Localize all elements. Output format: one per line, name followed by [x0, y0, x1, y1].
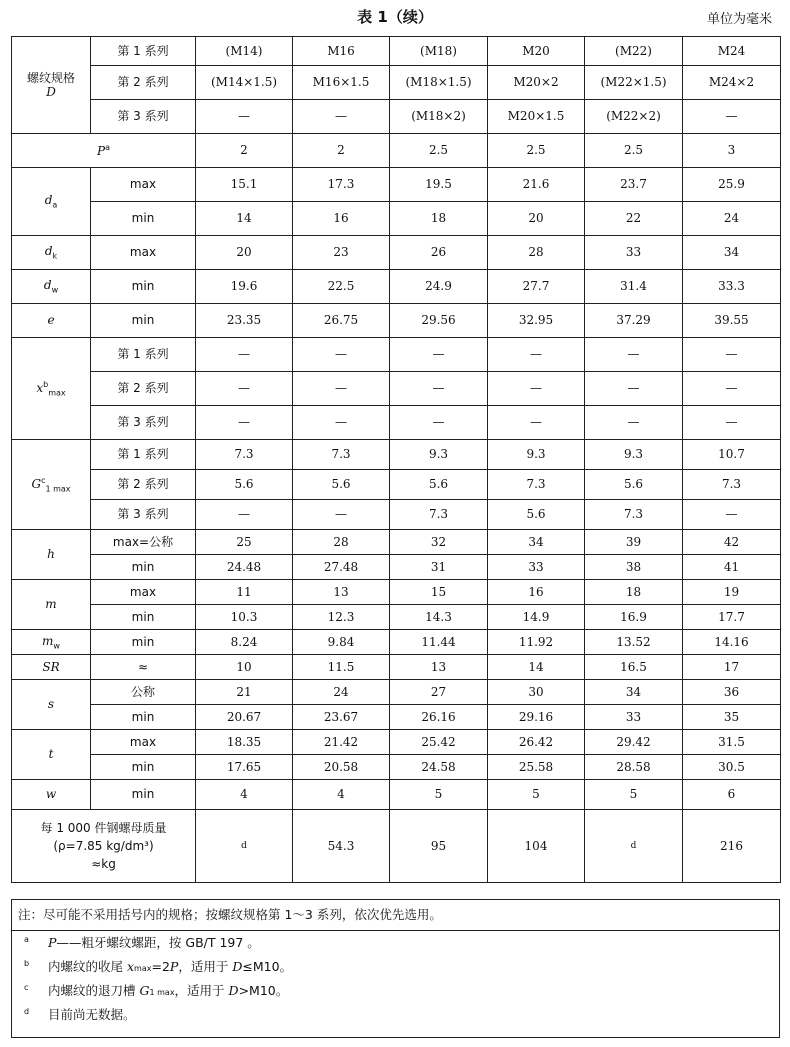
- value-cell: 11.5: [293, 655, 390, 680]
- value-cell: 12.3: [293, 605, 390, 630]
- value-cell: 4: [293, 780, 390, 810]
- footnote-a: [12, 931, 779, 955]
- row-label: min: [91, 270, 196, 304]
- value-cell: 3: [683, 134, 781, 168]
- footnote-text: ，适用于: [174, 983, 229, 998]
- row-label: 第 2 系列: [91, 470, 196, 500]
- value-cell: —: [683, 338, 781, 372]
- value-cell: M24×2: [683, 66, 781, 100]
- value-cell: 41: [683, 555, 781, 580]
- value-cell: —: [293, 500, 390, 530]
- value-cell: 95: [390, 810, 488, 883]
- value-cell: 27: [390, 680, 488, 705]
- symbol-subscript: w: [51, 285, 59, 295]
- value-cell: 23.7: [585, 168, 683, 202]
- footnote-text: =2: [151, 959, 170, 974]
- value-cell: 39: [585, 530, 683, 555]
- symbol: m: [42, 633, 54, 648]
- value-cell: 17: [683, 655, 781, 680]
- param-xmax: [12, 338, 91, 440]
- value-cell: —: [488, 406, 585, 440]
- value-cell: M16×1.5: [293, 66, 390, 100]
- row-label: 第 3 系列: [91, 500, 196, 530]
- row-label: 第 3 系列: [91, 406, 196, 440]
- footnote-mark: b: [24, 959, 30, 968]
- value-cell: 17.7: [683, 605, 781, 630]
- row-label: min: [91, 555, 196, 580]
- value-cell: 18: [390, 202, 488, 236]
- value-cell: 39.55: [683, 304, 781, 338]
- value-cell: 20: [488, 202, 585, 236]
- value-cell: 28: [488, 236, 585, 270]
- mass-line: 每 1 000 件钢螺母质量: [40, 821, 167, 835]
- param-da: [12, 168, 91, 236]
- value-cell: —: [585, 372, 683, 406]
- value-cell: —: [683, 500, 781, 530]
- value-cell: —: [293, 338, 390, 372]
- value-cell: —: [585, 406, 683, 440]
- value-cell: 24: [683, 202, 781, 236]
- value-cell: 17.3: [293, 168, 390, 202]
- value-cell: 32.95: [488, 304, 585, 338]
- value-cell: —: [293, 406, 390, 440]
- value-cell: —: [683, 100, 781, 134]
- row-label: max: [91, 168, 196, 202]
- footnote-d: [12, 1003, 779, 1027]
- value-cell: 19.6: [196, 270, 293, 304]
- symbol-subscript: a: [52, 200, 58, 210]
- value-cell: 14.3: [390, 605, 488, 630]
- spec-symbol: D: [46, 85, 56, 99]
- value-cell: —: [488, 372, 585, 406]
- footnote-text: 内螺纹的收尾: [48, 959, 127, 974]
- symbol: h: [47, 547, 55, 562]
- value-cell: 54.3: [293, 810, 390, 883]
- note-mark: c: [41, 475, 46, 485]
- footnote-text: P: [169, 959, 179, 974]
- row-label: 第 1 系列: [91, 37, 196, 66]
- value-cell: 28: [293, 530, 390, 555]
- value-cell: 5: [585, 780, 683, 810]
- note-mark: a: [105, 142, 110, 152]
- value-cell: 14: [488, 655, 585, 680]
- value-cell: 38: [585, 555, 683, 580]
- value-cell: 35: [683, 705, 781, 730]
- note-mark: b: [43, 379, 49, 389]
- symbol: P: [97, 143, 106, 158]
- symbol: d: [44, 244, 53, 258]
- value-cell: 31: [390, 555, 488, 580]
- value-cell: 14.16: [683, 630, 781, 655]
- param-g1max: [12, 440, 91, 530]
- footnote-text: ，适用于: [178, 959, 233, 974]
- footnote-text: ≤M10。: [242, 959, 293, 974]
- value-cell: 30: [488, 680, 585, 705]
- mass-line: (ρ=7.85 kg/dm³): [53, 839, 154, 853]
- value-cell: 13: [293, 580, 390, 605]
- value-cell: 26.16: [390, 705, 488, 730]
- value-cell: —: [390, 372, 488, 406]
- value-cell: 16: [488, 580, 585, 605]
- value-cell: —: [488, 338, 585, 372]
- value-cell: 25: [196, 530, 293, 555]
- value-cell: 5.6: [585, 470, 683, 500]
- value-cell: (M18×1.5): [390, 66, 488, 100]
- value-cell: 104: [488, 810, 585, 883]
- row-label: min: [91, 755, 196, 780]
- value-cell: —: [390, 338, 488, 372]
- value-cell: 21: [196, 680, 293, 705]
- value-cell: 21.42: [293, 730, 390, 755]
- value-cell: 24: [293, 680, 390, 705]
- param-m: [12, 580, 91, 630]
- value-cell: 15.1: [196, 168, 293, 202]
- row-label: min: [91, 304, 196, 338]
- value-cell: 15: [390, 580, 488, 605]
- value-cell: 9.3: [488, 440, 585, 470]
- value-cell: 22.5: [293, 270, 390, 304]
- param-w: [12, 780, 91, 810]
- value-cell: 5.6: [196, 470, 293, 500]
- value-cell: —: [390, 406, 488, 440]
- symbol: d: [44, 193, 53, 207]
- value-cell: (M18): [390, 37, 488, 66]
- value-cell: —: [196, 372, 293, 406]
- value-cell: 5.6: [488, 500, 585, 530]
- value-cell: (M14×1.5): [196, 66, 293, 100]
- value-cell: 23: [293, 236, 390, 270]
- footnote-text: ——粗牙螺纹螺距，按 GB/T 197 。: [56, 935, 260, 950]
- value-cell: 10.7: [683, 440, 781, 470]
- value-cell: 5: [488, 780, 585, 810]
- footnote-text: 1 max: [149, 988, 175, 997]
- value-cell: 7.3: [390, 500, 488, 530]
- param-dw: [12, 270, 91, 304]
- param-sr: [12, 655, 91, 680]
- value-cell: 2: [293, 134, 390, 168]
- value-cell: 33: [585, 236, 683, 270]
- value-cell: 19: [683, 580, 781, 605]
- symbol-subscript: w: [53, 640, 60, 650]
- value-cell: 31.4: [585, 270, 683, 304]
- row-label: 第 1 系列: [91, 440, 196, 470]
- row-label: min: [91, 780, 196, 810]
- note-main: 注：尽可能不采用括号内的规格；按螺纹规格第 1～3 系列，依次优先选用。: [12, 900, 779, 931]
- value-cell: 29.16: [488, 705, 585, 730]
- value-cell: 2: [196, 134, 293, 168]
- row-label: min: [91, 705, 196, 730]
- row-label: max: [91, 236, 196, 270]
- row-label: 第 3 系列: [91, 100, 196, 134]
- value-cell: 7.3: [683, 470, 781, 500]
- row-label: 第 1 系列: [91, 338, 196, 372]
- footnote-text: 内螺纹的退刀槽: [48, 983, 140, 998]
- value-cell: 24.9: [390, 270, 488, 304]
- value-cell: (M22×1.5): [585, 66, 683, 100]
- value-cell: 25.42: [390, 730, 488, 755]
- param-pitch: [12, 134, 196, 168]
- value-cell: 11.44: [390, 630, 488, 655]
- footnote-text: x: [126, 959, 135, 974]
- param-s: [12, 680, 91, 730]
- mass-line: ≈kg: [91, 857, 116, 871]
- footnote-text: 目前尚无数据。: [48, 1007, 136, 1022]
- value-cell: 33: [585, 705, 683, 730]
- table-title: 表 1（续）: [357, 8, 433, 26]
- value-cell: 23.67: [293, 705, 390, 730]
- value-cell: 24.58: [390, 755, 488, 780]
- value-cell: 28.58: [585, 755, 683, 780]
- param-mass: [12, 810, 196, 883]
- value-cell: 9.84: [293, 630, 390, 655]
- row-label: 第 2 系列: [91, 372, 196, 406]
- footnote-text: P: [48, 935, 57, 950]
- table-notes: [11, 899, 780, 1038]
- value-cell: 21.6: [488, 168, 585, 202]
- value-cell: 25.58: [488, 755, 585, 780]
- footnote-text: >M10。: [238, 983, 289, 998]
- value-cell: —: [196, 338, 293, 372]
- value-cell: 42: [683, 530, 781, 555]
- value-cell: —: [196, 100, 293, 134]
- symbol: w: [45, 787, 57, 802]
- value-cell: —: [683, 406, 781, 440]
- value-cell: —: [293, 100, 390, 134]
- value-cell: 16.5: [585, 655, 683, 680]
- row-label: 公称: [91, 680, 196, 705]
- value-cell: 10: [196, 655, 293, 680]
- value-cell: 23.35: [196, 304, 293, 338]
- value-cell: 6: [683, 780, 781, 810]
- row-label: 第 2 系列: [91, 66, 196, 100]
- footnote-text: D: [228, 983, 239, 998]
- value-cell: 26.75: [293, 304, 390, 338]
- value-cell: 18: [585, 580, 683, 605]
- symbol-subscript: 1 max: [45, 483, 71, 493]
- value-cell: 14.9: [488, 605, 585, 630]
- value-cell: 7.3: [488, 470, 585, 500]
- param-e: [12, 304, 91, 338]
- value-cell: —: [293, 372, 390, 406]
- footnote-mark: d: [24, 1007, 30, 1016]
- value-cell: 32: [390, 530, 488, 555]
- row-label: ≈: [91, 655, 196, 680]
- value-cell: 7.3: [585, 500, 683, 530]
- value-cell: 17.65: [196, 755, 293, 780]
- value-cell: M16: [293, 37, 390, 66]
- value-cell: (M22×2): [585, 100, 683, 134]
- value-cell: 34: [488, 530, 585, 555]
- footnote-text: G: [139, 983, 150, 998]
- value-cell: 2.5: [585, 134, 683, 168]
- value-cell: 8.24: [196, 630, 293, 655]
- value-cell: M20×1.5: [488, 100, 585, 134]
- value-cell: 29.56: [390, 304, 488, 338]
- value-cell: 37.29: [585, 304, 683, 338]
- footnote-b: [12, 955, 779, 979]
- value-cell: 2.5: [488, 134, 585, 168]
- symbol: t: [48, 747, 54, 762]
- value-cell: 216: [683, 810, 781, 883]
- value-cell: 5.6: [390, 470, 488, 500]
- unit-label: 单位为毫米: [706, 12, 772, 27]
- value-cell: 5.6: [293, 470, 390, 500]
- value-cell: M20×2: [488, 66, 585, 100]
- value-cell: 26.42: [488, 730, 585, 755]
- value-cell: 5: [390, 780, 488, 810]
- symbol: x: [36, 380, 44, 395]
- value-cell: —: [196, 406, 293, 440]
- footnote-mark: c: [24, 983, 29, 992]
- symbol-subscript: max: [48, 387, 66, 397]
- param-dk: [12, 236, 91, 270]
- param-h: [12, 530, 91, 580]
- value-cell: —: [196, 500, 293, 530]
- symbol: SR: [42, 659, 60, 674]
- footnote-mark: a: [24, 935, 29, 944]
- value-cell: 27.48: [293, 555, 390, 580]
- value-cell: 10.3: [196, 605, 293, 630]
- value-cell: 34: [683, 236, 781, 270]
- value-cell: 20.67: [196, 705, 293, 730]
- value-cell: —: [585, 338, 683, 372]
- value-cell: 20: [196, 236, 293, 270]
- value-cell: (M14): [196, 37, 293, 66]
- value-cell: 24.48: [196, 555, 293, 580]
- value-cell: M24: [683, 37, 781, 66]
- row-label: max: [91, 730, 196, 755]
- param-spec: [12, 37, 91, 134]
- value-cell: 20.58: [293, 755, 390, 780]
- value-cell: 9.3: [585, 440, 683, 470]
- value-cell: 30.5: [683, 755, 781, 780]
- value-cell: d: [585, 810, 683, 883]
- value-cell: 13: [390, 655, 488, 680]
- spec-label: 螺纹规格: [26, 70, 75, 85]
- value-cell: 22: [585, 202, 683, 236]
- value-cell: (M22): [585, 37, 683, 66]
- dimension-table: [11, 36, 781, 883]
- row-label: min: [91, 630, 196, 655]
- symbol: m: [45, 597, 57, 612]
- value-cell: 14: [196, 202, 293, 236]
- value-cell: 11: [196, 580, 293, 605]
- symbol-subscript: k: [52, 251, 58, 261]
- value-cell: 13.52: [585, 630, 683, 655]
- row-label: max: [91, 580, 196, 605]
- param-mw: [12, 630, 91, 655]
- value-cell: 16: [293, 202, 390, 236]
- value-cell: 33.3: [683, 270, 781, 304]
- value-cell: 31.5: [683, 730, 781, 755]
- value-cell: 7.3: [196, 440, 293, 470]
- param-t: [12, 730, 91, 780]
- symbol: d: [43, 278, 52, 292]
- value-cell: 27.7: [488, 270, 585, 304]
- value-cell: 19.5: [390, 168, 488, 202]
- value-cell: M20: [488, 37, 585, 66]
- value-cell: 36: [683, 680, 781, 705]
- symbol: s: [47, 697, 55, 712]
- footnote-text: max: [134, 964, 152, 973]
- value-cell: (M18×2): [390, 100, 488, 134]
- footnote-text: D: [232, 959, 243, 974]
- value-cell: 34: [585, 680, 683, 705]
- row-label: min: [91, 202, 196, 236]
- row-label: max=公称: [91, 530, 196, 555]
- value-cell: 7.3: [293, 440, 390, 470]
- symbol: G: [31, 476, 42, 491]
- row-label: min: [91, 605, 196, 630]
- value-cell: 26: [390, 236, 488, 270]
- symbol: e: [47, 313, 55, 328]
- value-cell: 33: [488, 555, 585, 580]
- value-cell: 11.92: [488, 630, 585, 655]
- value-cell: 9.3: [390, 440, 488, 470]
- value-cell: 16.9: [585, 605, 683, 630]
- value-cell: 18.35: [196, 730, 293, 755]
- value-cell: 29.42: [585, 730, 683, 755]
- value-cell: d: [196, 810, 293, 883]
- value-cell: 2.5: [390, 134, 488, 168]
- value-cell: 25.9: [683, 168, 781, 202]
- footnote-c: [12, 979, 779, 1003]
- value-cell: 4: [196, 780, 293, 810]
- value-cell: —: [683, 372, 781, 406]
